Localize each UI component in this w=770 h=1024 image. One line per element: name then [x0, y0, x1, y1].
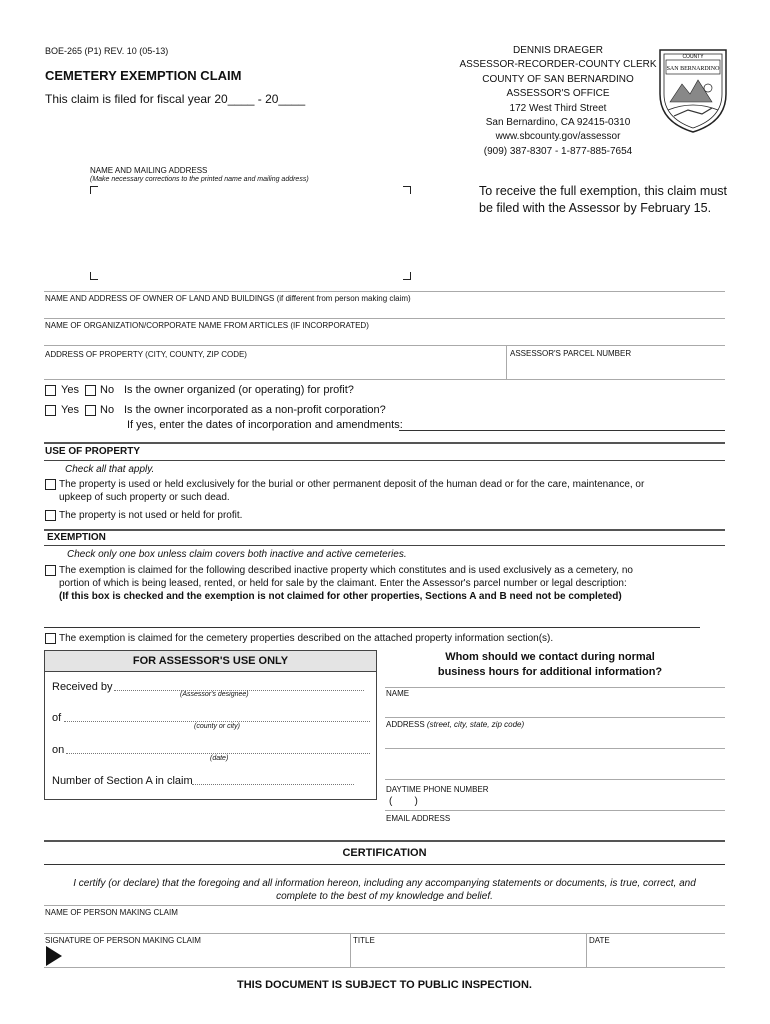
date-field[interactable] — [588, 946, 725, 966]
mailing-address-note: (Make necessary corrections to the printed name and mailing address) — [90, 176, 309, 183]
public-inspection-notice: THIS DOCUMENT IS SUBJECT TO PUBLIC INSPECTION. — [237, 979, 532, 991]
mailing-address-label: NAME AND MAILING ADDRESS — [90, 166, 208, 175]
incorporation-dates-field[interactable] — [399, 430, 725, 431]
received-date-field[interactable] — [66, 753, 370, 754]
office-website: www.sbcounty.gov/assessor — [495, 131, 621, 143]
office-phone: (909) 387-8307 - 1-877-885-7654 — [483, 145, 633, 157]
use-nonprofit-text: The property is not used or held for profit. — [59, 510, 243, 521]
section-a-count-label: Number of Section A in claim — [52, 775, 193, 787]
of-label: of — [52, 712, 62, 724]
sign-here-arrow-icon — [46, 946, 62, 966]
exemption-instruction: Check only one box unless claim covers both inactive and active cemeteries. — [67, 549, 407, 560]
seal-county-text: COUNTY — [682, 54, 704, 60]
profit-no-label: No — [100, 384, 115, 396]
contact-heading-line2: business hours for additional information? — [437, 666, 663, 678]
certification-heading: CERTIFICATION — [342, 847, 427, 859]
parcel-number-label: ASSESSOR'S PARCEL NUMBER — [510, 349, 632, 358]
date-hint: (date) — [210, 755, 229, 762]
nonprofit-yes-label: Yes — [61, 404, 79, 416]
form-title: CEMETERY EXEMPTION CLAIM — [45, 68, 242, 83]
county-name: COUNTY OF SAN BERNARDINO — [482, 73, 634, 85]
title-field[interactable] — [352, 946, 584, 966]
date-label: DATE — [589, 936, 610, 945]
use-burial-text: The property is used or held exclusively for the burial or other permanent deposit of the human dead or for the care, maintenance, or — [59, 479, 645, 490]
organization-name-label: NAME OF ORGANIZATION/CORPORATE NAME FROM ARTICLES (IF INCORPORATED) — [45, 321, 369, 330]
office-street: 172 West Third Street — [509, 102, 607, 114]
assessor-title: ASSESSOR-RECORDER-COUNTY CLERK — [459, 59, 657, 71]
nonprofit-question: Is the owner incorporated as a non-profit corporation? — [124, 404, 386, 416]
exemption-attached-text: The exemption is claimed for the cemetery properties described on the attached property information section(s). — [59, 633, 554, 644]
profit-question: Is the owner organized (or operating) for profit? — [124, 384, 354, 396]
owner-name-address-field[interactable] — [44, 304, 725, 318]
contact-name-label: NAME — [386, 689, 410, 698]
daytime-phone-label: DAYTIME PHONE NUMBER — [386, 785, 489, 794]
section-a-count-field[interactable] — [192, 784, 354, 785]
assessor-office-block — [440, 44, 676, 159]
use-nonprofit-checkbox[interactable] — [45, 510, 56, 521]
exemption-attached-checkbox[interactable] — [45, 633, 56, 644]
exemption-inactive-checkbox[interactable] — [45, 565, 56, 576]
county-seal-icon — [656, 44, 730, 136]
owner-name-address-label: NAME AND ADDRESS OF OWNER OF LAND AND BUILDINGS (if different from person making claim) — [45, 294, 411, 303]
parcel-legal-description-field[interactable] — [44, 627, 700, 628]
incorporation-dates-label: If yes, enter the dates of incorporation and amendments: — [127, 419, 403, 431]
organization-name-field[interactable] — [44, 331, 725, 345]
contact-name-field[interactable] — [385, 700, 725, 716]
nonprofit-yes-checkbox[interactable] — [45, 405, 56, 416]
nonprofit-no-label: No — [100, 404, 115, 416]
county-city-field[interactable] — [64, 721, 370, 722]
exemption-inactive-text-cont: portion of which is being leased, rented, or held for sale by the claimant. Enter the Assessor's parcel number or legal description: — [59, 578, 627, 589]
address-corner-tl — [90, 186, 98, 194]
claimant-name-field[interactable] — [44, 918, 725, 932]
address-corner-tr — [403, 186, 411, 194]
address-corner-bl — [90, 272, 98, 280]
profit-yes-label: Yes — [61, 384, 79, 396]
use-burial-checkbox[interactable] — [45, 479, 56, 490]
signature-label: SIGNATURE OF PERSON MAKING CLAIM — [45, 936, 201, 945]
contact-heading-line1: Whom should we contact during normal — [445, 651, 655, 663]
property-address-field[interactable] — [44, 360, 504, 378]
use-instruction: Check all that apply. — [65, 464, 155, 475]
form-number: BOE-265 (P1) REV. 10 (05-13) — [45, 46, 169, 56]
signature-field[interactable] — [66, 946, 346, 966]
email-address-label: EMAIL ADDRESS — [386, 814, 451, 823]
claimant-name-label: NAME OF PERSON MAKING CLAIM — [45, 908, 178, 917]
filing-deadline-notice: To receive the full exemption, this claim must be filed with the Assessor by February 15. — [479, 184, 728, 215]
contact-address-field[interactable] — [385, 731, 725, 747]
seal-name-text: SAN BERNARDINO — [666, 66, 720, 72]
daytime-phone-field[interactable]: ( ) — [389, 796, 418, 807]
property-address-label: ADDRESS OF PROPERTY (CITY, COUNTY, ZIP CODE) — [45, 350, 247, 359]
use-burial-text-cont: upkeep of such property or such dead. — [59, 492, 230, 503]
contact-address-label: ADDRESS (street, city, state, zip code) — [386, 720, 525, 729]
contact-heading — [395, 650, 705, 680]
use-of-property-heading: USE OF PROPERTY — [45, 446, 141, 457]
exemption-heading: EXEMPTION — [47, 532, 106, 543]
address-corner-br — [403, 272, 411, 280]
county-city-hint: (county or city) — [194, 723, 240, 730]
certification-statement: I certify (or declare) that the foregoing and all information hereon, including any accompanying statements or documents, is true, correct, and complete to the best of my knowledge and belief. — [73, 878, 696, 902]
profit-yes-checkbox[interactable] — [45, 385, 56, 396]
email-address-field[interactable] — [385, 824, 725, 838]
exemption-inactive-text: The exemption is claimed for the following described inactive property which constitutes and is used exclusively as a cemetery, no — [59, 565, 633, 576]
nonprofit-no-checkbox[interactable] — [85, 405, 96, 416]
profit-no-checkbox[interactable] — [85, 385, 96, 396]
received-by-label: Received by — [52, 681, 113, 693]
designee-hint: (Assessor's designee) — [180, 691, 249, 698]
on-label: on — [52, 744, 65, 756]
assessor-name: DENNIS DRAEGER — [512, 45, 603, 56]
office-city: San Bernardino, CA 92415-0310 — [485, 117, 631, 129]
title-label: TITLE — [353, 936, 375, 945]
assessor-use-heading: FOR ASSESSOR'S USE ONLY — [45, 651, 376, 672]
office-name: ASSESSOR'S OFFICE — [506, 88, 610, 100]
fiscal-year-line: This claim is filed for fiscal year 20____ - 20____ — [45, 92, 306, 106]
mailing-address-field[interactable] — [96, 194, 401, 270]
parcel-number-field[interactable] — [508, 360, 725, 378]
exemption-inactive-note: (If this box is checked and the exemption is not claimed for other properties, Sections A and B need not be completed) — [59, 591, 622, 602]
